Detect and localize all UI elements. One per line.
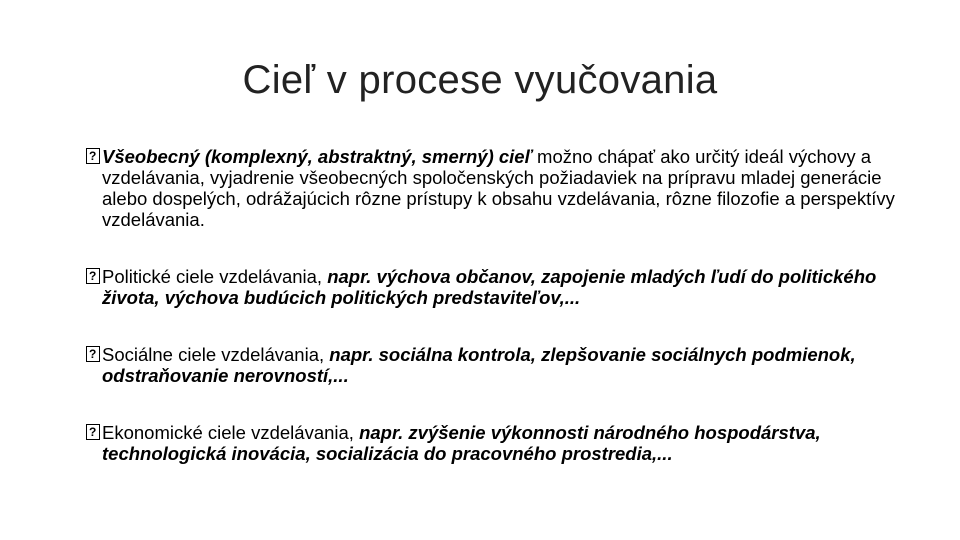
item-text: napr. sociálna kontrola, zlepšovanie sociálnych podmienok, odstraňovanie nerovností,... bbox=[102, 344, 856, 386]
list-item bbox=[86, 344, 906, 386]
bullet-list bbox=[86, 146, 906, 464]
list-item bbox=[86, 146, 906, 230]
slide-title: Cieľ v procese vyučovania bbox=[242, 58, 718, 102]
item-lead: Politické ciele vzdelávania, bbox=[102, 266, 323, 287]
missing-glyph-bullet-icon bbox=[86, 346, 100, 362]
item-text: možno chápať ako určitý ideál výchovy a vzdelávania, vyjadrenie všeobecných spoločenských požiadaviek na prípravu mladej generácie alebo dospelých, odrážajúcich rôzne prístupy k obsahu vzdelávania, rôzne filozofie a perspektívy vzdelávania. bbox=[102, 146, 895, 230]
item-lead: Všeobecný (komplexný, abstraktný, smerný) cieľ bbox=[102, 146, 532, 167]
missing-glyph-bullet-icon bbox=[86, 148, 100, 164]
missing-glyph-bullet-icon bbox=[86, 424, 100, 440]
item-text: napr. zvýšenie výkonnosti národného hospodárstva, technologická inovácia, socializácia do pracovného prostredia,... bbox=[102, 422, 821, 464]
item-text: napr. výchova občanov, zapojenie mladých ľudí do politického života, výchova budúcich politických predstaviteľov,... bbox=[102, 266, 877, 308]
missing-glyph-bullet-icon bbox=[86, 268, 100, 284]
list-item bbox=[86, 422, 906, 464]
item-lead: Ekonomické ciele vzdelávania, bbox=[102, 422, 354, 443]
list-item bbox=[86, 266, 906, 308]
item-lead: Sociálne ciele vzdelávania, bbox=[102, 344, 325, 365]
